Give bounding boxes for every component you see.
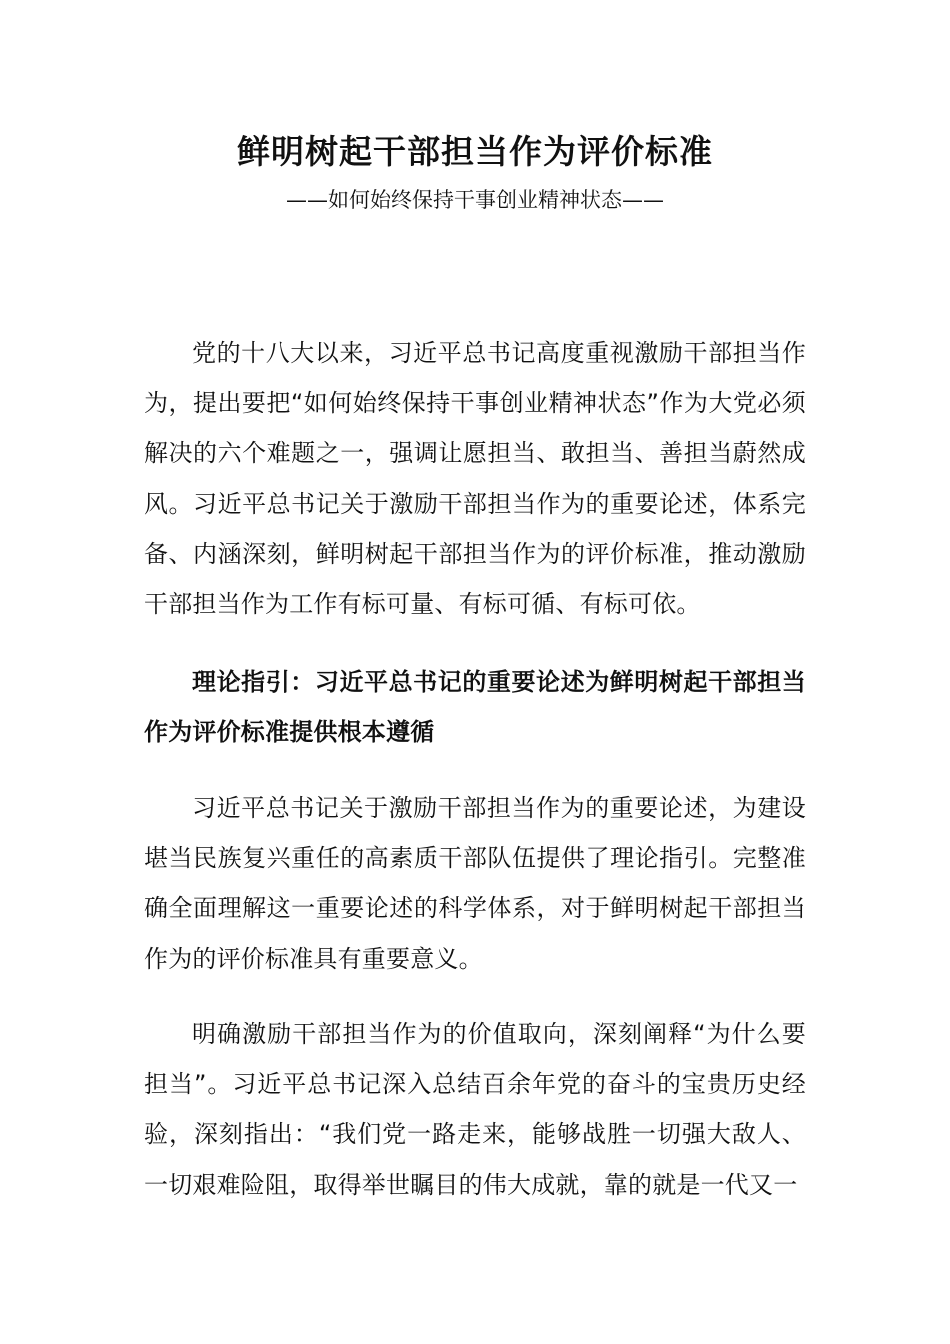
body-paragraph: 习近平总书记关于激励干部担当作为的重要论述，为建设堪当民族复兴重任的高素质干部队伍提供了理论指引。完整准确全面理解这一重要论述的科学体系，对于鲜明树起干部担当作为的评价标准具有重要意义。 xyxy=(144,794,806,973)
document-title: 鲜明树起干部担当作为评价标准 xyxy=(237,132,713,171)
document-subtitle: ——如何始终保持干事创业精神状态—— xyxy=(286,188,664,212)
body-paragraph: 明确激励干部担当作为的价值取向，深刻阐释“为什么要担当”。习近平总书记深入总结百余年党的奋斗的宝贵历史经验，深刻指出：“我们党一路走来，能够战胜一切强大敌人、一切艰难险阻，取得举世瞩目的伟大成就，靠的就是一代又一 xyxy=(144,1020,806,1199)
section-heading: 理论指引：习近平总书记的重要论述为鲜明树起干部担当作为评价标准提供根本遵循 xyxy=(144,668,806,747)
body-paragraph: 党的十八大以来，习近平总书记高度重视激励干部担当作为，提出要把“如何始终保持干事创业精神状态”作为大党必须解决的六个难题之一，强调让愿担当、敢担当、善担当蔚然成风。习近平总书记关于激励干部担当作为的重要论述，体系完备、内涵深刻，鲜明树起干部担当作为的评价标准，推动激励干部担当作为工作有标可量、有标可循、有标可依。 xyxy=(144,339,806,619)
